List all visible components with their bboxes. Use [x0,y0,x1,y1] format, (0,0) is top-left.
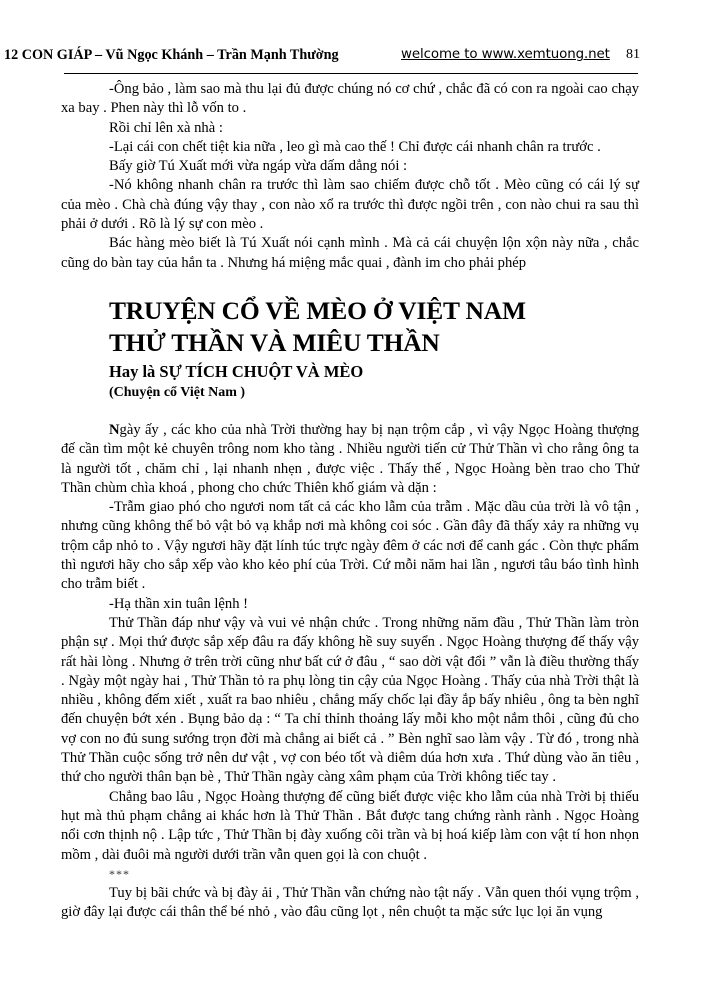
document-body [61,80,639,922]
paragraph: Tuy bị bãi chức và bị đày ải , Thử Thần vẫn chứng nào tật nấy . Vẫn quen thói vụng trộm , giờ đây lại được cái thân thể bé nhỏ , vào đâu cũng lọt , nên chuột ta mặc sức lục lọi ăn vụng [61,884,639,921]
initial-letter: N [109,421,120,438]
section-separator: *** [109,866,130,881]
section-origin: (Chuyện cổ Việt Nam ) [109,384,246,400]
paragraph: -Nó không nhanh chân ra trước thì làm sao chiếm được chỗ tốt . Mèo cũng có cái lý sự của mèo . Chà chà đúng vậy thay , con nào xổ ra trước thì được ngồi trên , con nào chui ra sau thì phải ở dưới . Rõ là lý sự con mèo . [61,177,639,233]
paragraph-text: gày ấy , các kho của nhà Trời thường hay bị nạn trộm cắp , vì vậy Ngọc Hoàng thượng đế cần tìm một kẻ chuyên trông nom kho tàng . Nhiều người tiến cử Thử Thần vì cho rằng ông ta là người tốt , chăm chỉ , lại nhanh nhẹn , được việc . Thấy thế , Ngọc Hoàng bèn trao cho Thử Thần chùm chìa khoá , phong cho chức Thiên khố giám và dặn : [61,421,639,496]
header-divider [64,73,638,74]
paragraph: Rồi chỉ lên xà nhà : [109,119,223,136]
page-number: 81 [626,47,640,62]
paragraph: -Lại cái con chết tiệt kia nữa , leo gì mà cao thế ! Chỉ được cái nhanh chân ra trước . [109,138,601,155]
paragraph: -Hạ thần xin tuân lệnh ! [109,595,249,612]
paragraph: Bác hàng mèo biết là Tú Xuất nói cạnh mình . Mà cả cái chuyện lộn xộn này nữa , chắc cũng do bàn tay của hắn ta . Nhưng há miệng mắc quai , đành im cho phải phép [61,235,639,271]
page-header [4,47,644,67]
paragraph: Chẳng bao lâu , Ngọc Hoàng thượng đế cũng biết được việc kho lẫm của nhà Trời bị thiếu hụt mà thủ phạm chẳng ai khác hơn là Thử Thần . Bắt được tang chứng rành rành . Ngọc Hoàng nổi cơn thịnh nộ . Lập tức , Thử Thần bị đày xuống cõi trần và bị hoá kiếp làm con vật tí hon nhọn mồm , dài đuôi mà người dưới trần vẫn quen gọi là con chuột . [61,788,639,863]
paragraph: -Ông bảo , làm sao mà thu lại đủ được chúng nó cơ chứ , chắc đã có con ra ngoài cao chạy xa bay . Phen này thì lỗ vốn to . [61,81,639,117]
section-title-line-2: THỬ THẦN VÀ MIÊU THẦN [109,327,440,357]
section-subtitle: Hay là SỰ TÍCH CHUỘT VÀ MÈO [109,361,364,381]
story-first-paragraph [61,421,639,498]
section-heading [109,295,639,403]
paragraph: -Trẫm giao phó cho ngươi nom tất cả các kho lẫm của trẫm . Mặc dầu của trời là vô tận , nhưng cũng không thể bỏ vật bỏ vạ khắp nơi mà không coi sóc . Gần đây đã thấy xảy ra những vụ trộm cắp nhỏ to . Vậy ngươi hãy đặt lính túc trực ngày đêm ở các nơi để canh gác . Còn thực phẩm thì ngươi hãy cho sắp xếp vào kho kẻo phí của Trời. Cứ mỗi năm hai lần , ngươi tâu báo tình hình cho trẫm biết . [61,499,639,593]
header-site-link[interactable]: welcome to www.xemtuong.net [401,47,610,62]
paragraph: Thử Thần đáp như vậy và vui vẻ nhận chức . Trong những năm đầu , Thử Thần làm tròn phận sự . Mọi thứ được sắp xếp đâu ra đấy không hề suy suyển . Ngọc Hoàng thượng đế thấy vậy rất hài lòng . Nhưng ở trên trời cũng như bất cứ ở đâu , “ sao dời vật đổi ” vẫn là điều thường thấy . Ngày một ngày hai , Thử Thần tỏ ra phụ lòng tin cậy của Ngọc Hoàng . Thấy của nhà Trời thật là nhiều , không đếm xiết , xuất ra bao nhiêu , chẳng mấy chốc lại đầy ắp bấy nhiêu , ông ta bèn nghĩ đến chuyện bớt xén . Bụng bảo dạ : “ Ta chỉ thỉnh thoảng lấy mỗi kho một nắm thôi , cũng đủ cho vợ con no đủ sung sướng trọn đời mà chẳng ai biết cả . ” Bèn nghĩ sao làm vậy . Từ đó , trong nhà Thử Thần cuộc sống trở nên dư vật , vợ con béo tốt và diêm dúa hơn xưa . Thứ dùng vào ăn tiêu , thứ cho người thân bạn bè , Thử Thần ngày càng xâm phạm của Trời không tiếc tay . [61,614,639,786]
header-book-title: 12 CON GIÁP – Vũ Ngọc Khánh – Trần Mạnh Thường [4,47,339,63]
section-title-line-1: TRUYỆN CỔ VỀ MÈO Ở VIỆT NAM [109,295,526,325]
paragraph: Bấy giờ Tú Xuất mới vừa ngáp vừa dấm dẳng nói : [109,158,408,175]
